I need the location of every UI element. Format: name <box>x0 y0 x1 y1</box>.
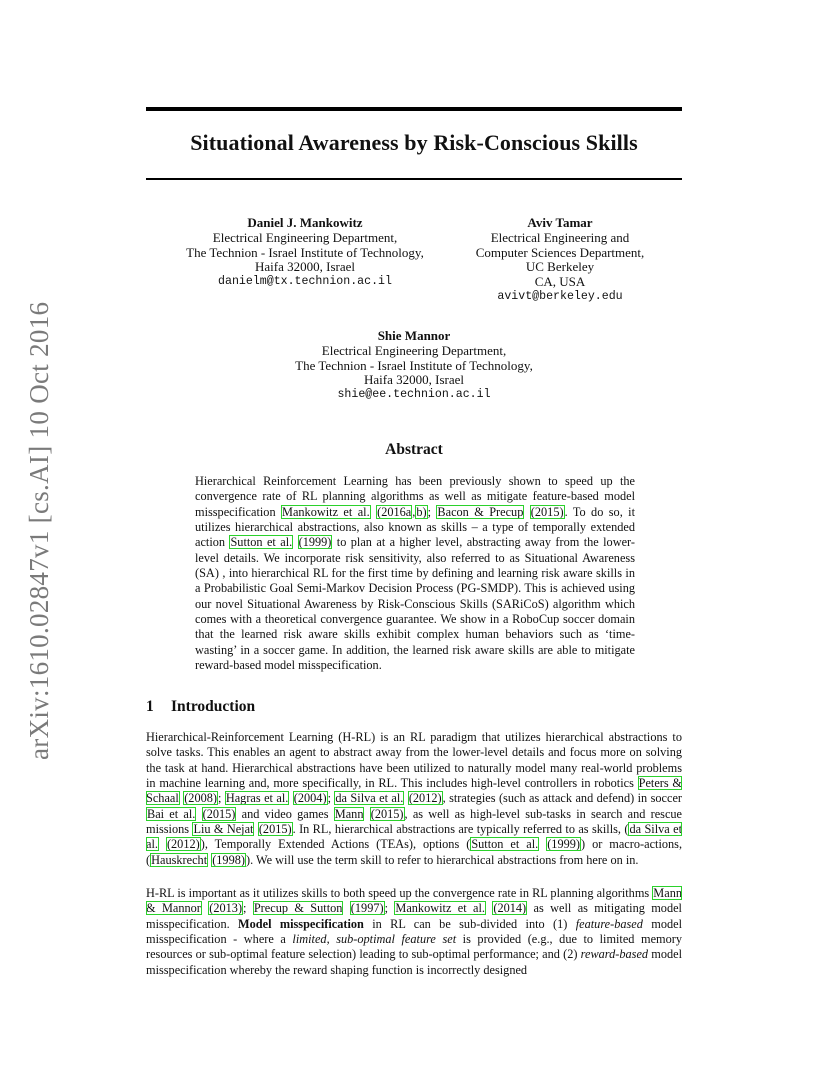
author-block-3 <box>264 329 564 403</box>
citation-link[interactable]: Sutton et al. <box>471 837 539 852</box>
citation-link[interactable]: Precup & Sutton <box>253 901 343 916</box>
text-run: is provided (e.g., due to limited memory resources or sub-optimal feature selection) leading to sub-optimal performance; and (2) <box>146 932 682 962</box>
text-run <box>159 837 166 851</box>
citation-link[interactable]: Mann & Mannor <box>146 886 682 916</box>
author-affiliation-line: Electrical Engineering Department, <box>212 229 398 245</box>
text-run: ). We will use the term skill to refer to hierarchical abstractions from here on in. <box>245 852 639 867</box>
text-run: to plan at a higher level, abstracting away from the lower-level details. We incorporate risk sensitivity, also referred to as Situational Awareness (SA) , into hierarchical RL for the first time by defining and learning risk aware skills in a Probabilistic Goal Semi-Markov Decision Process (PG-SMDP). This is achieved using our novel Situational Awareness by Risk-Conscious Skills (SARiCoS) algorithm which comes with a theoretical convergence guarantee. We show in a RoboCup soccer domain that the learned risk aware skills exhibit complex human behaviors such as ‘time-wasting’ in a soccer game. In addition, the learned risk aware skills are able to mitigate reward-based model misspecification. <box>195 535 635 673</box>
author-affiliation-line: Electrical Engineering Department, <box>321 342 507 358</box>
text-run: Hierarchical Reinforcement Learning has been previously shown to speed up the convergence rate of RL planning algorithms as well as mitigate feature-based model misspecification <box>195 474 635 519</box>
intro-paragraph-1 <box>146 730 682 868</box>
text-run: , strategies (such as attack and defend) in soccer <box>442 791 682 806</box>
text-run: ; <box>327 791 335 806</box>
citation-link[interactable]: da Silva et al. <box>146 822 682 852</box>
author-affiliation-line: CA, USA <box>534 274 586 290</box>
section-title: Introduction <box>171 698 256 715</box>
citation-link[interactable]: Peters & Schaal <box>146 776 682 806</box>
author-block-1 <box>160 216 450 290</box>
citation-link[interactable]: (1998) <box>212 852 245 867</box>
citation-link[interactable]: (2008) <box>184 791 217 806</box>
text-run: ) or macro-actions, ( <box>146 837 683 867</box>
text-run <box>293 535 297 549</box>
text-run: ; <box>218 791 225 806</box>
citation-link[interactable]: Mann <box>334 806 364 821</box>
citation-link[interactable]: (1999) <box>298 535 332 550</box>
author-email[interactable]: avivt@berkeley.edu <box>497 289 623 303</box>
text-run: . In RL, hierarchical abstractions are typically referred to as skills, ( <box>292 822 629 837</box>
author-email[interactable]: shie@ee.technion.ac.il <box>337 388 491 402</box>
italic-term: reward-based <box>580 947 649 962</box>
citation-link[interactable]: (2014) <box>493 901 527 916</box>
arxiv-stamp: arXiv:1610.02847v1 [cs.AI] 10 Oct 2016 <box>24 301 54 760</box>
text-run: model misspecification whereby the reward shaping function is incorrectly designed <box>146 947 682 977</box>
citation-link[interactable]: (2015) <box>202 806 236 821</box>
text-run: Hierarchical-Reinforcement Learning (H-RL) is an RL paradigm that utilizes hierarchical abstractions to solve tasks. This enables an agent to abstract away from the lower-level details and focus more on solving the task at hand. Hierarchical abstractions have been utilized to naturally model many real-world problems in machine learning and, more specifically, in RL. This includes high-level controllers in robotics <box>146 730 682 791</box>
author-affiliation-line: The Technion - Israel Institute of Technology, <box>295 357 533 373</box>
citation-link[interactable]: Hauskrecht <box>151 852 208 867</box>
author-affiliation-line: Haifa 32000, Israel <box>255 259 355 275</box>
citation-link[interactable]: Mankowitz et al. <box>395 901 485 916</box>
citation-link[interactable]: (2016a <box>377 504 412 519</box>
author-affiliation-line: Haifa 32000, Israel <box>364 372 464 388</box>
citation-link[interactable]: Bai et al. <box>147 806 196 821</box>
title-bottom-rule <box>146 178 682 180</box>
author-affiliation-line: Electrical Engineering and <box>490 229 630 245</box>
italic-term: feature-based <box>575 916 643 931</box>
citation-link[interactable]: Bacon & Precup <box>437 504 524 519</box>
text-run: , as well as high-level sub-tasks in search and rescue missions <box>146 806 683 837</box>
author-name: Aviv Tamar <box>527 215 593 230</box>
author-name: Shie Mannor <box>377 328 451 343</box>
text-run: ), Temporally Extended Actions (TEAs), options ( <box>200 837 471 852</box>
author-affiliation-line: UC Berkeley <box>525 259 595 275</box>
citation-link[interactable]: Mankowitz et al. <box>282 504 370 519</box>
text-run <box>524 505 529 519</box>
bold-term: Model misspecification <box>238 916 364 931</box>
text-run: as well as mitigating model misspecification. <box>146 901 682 931</box>
citation-link[interactable]: da Silva et al. <box>335 791 404 806</box>
citation-link[interactable]: (1997) <box>350 901 384 916</box>
text-run: and video games <box>236 806 334 821</box>
section-number: 1 <box>146 698 154 715</box>
text-run: ; <box>427 504 437 519</box>
text-run <box>364 807 369 821</box>
abstract-heading: Abstract <box>385 441 443 458</box>
author-name: Daniel J. Mankowitz <box>247 215 363 230</box>
text-run: in RL can be sub-divided into (1) <box>363 916 576 931</box>
citation-link[interactable]: b) <box>416 504 427 519</box>
text-run: ; <box>243 901 253 916</box>
intro-paragraph-2 <box>146 886 682 978</box>
text-run: ; <box>384 901 395 916</box>
citation-link[interactable]: (2004) <box>293 791 327 806</box>
title-top-rule <box>146 107 682 111</box>
citation-link[interactable]: Liu & Nejat <box>193 822 254 837</box>
author-block-2 <box>450 216 670 305</box>
section-heading-introduction <box>146 698 255 716</box>
italic-term: limited, sub-optimal feature set <box>292 932 457 947</box>
citation-link[interactable]: Hagras et al. <box>225 791 289 806</box>
text-run: H-RL is important as it utilizes skills to both speed up the convergence rate in RL planning algorithms <box>146 886 653 900</box>
text-run <box>196 807 201 821</box>
text-run: . To do so, it utilizes hierarchical abstractions, also known as skills – a type of temporally extended action <box>195 504 636 550</box>
author-affiliation-line: The Technion - Israel Institute of Technology, <box>186 244 424 260</box>
citation-link[interactable]: (1999) <box>547 837 580 852</box>
author-email[interactable]: danielm@tx.technion.ac.il <box>218 275 392 289</box>
text-run <box>343 901 349 915</box>
citation-link[interactable]: (2012) <box>408 791 442 806</box>
abstract-body <box>195 474 635 673</box>
citation-link[interactable]: Sutton et al. <box>230 535 293 550</box>
text-run: model misspecification - where a <box>146 916 682 947</box>
paper-title: Situational Awareness by Risk-Conscious Skills <box>190 130 638 155</box>
citation-link[interactable]: (2012) <box>166 837 200 852</box>
text-run: , <box>412 504 416 519</box>
citation-link[interactable]: (2015) <box>530 504 564 519</box>
citation-link[interactable]: (2015) <box>370 806 404 821</box>
author-affiliation-line: Computer Sciences Department, <box>475 244 645 260</box>
citation-link[interactable]: (2013) <box>209 901 243 916</box>
citation-link[interactable]: (2015) <box>258 822 292 837</box>
